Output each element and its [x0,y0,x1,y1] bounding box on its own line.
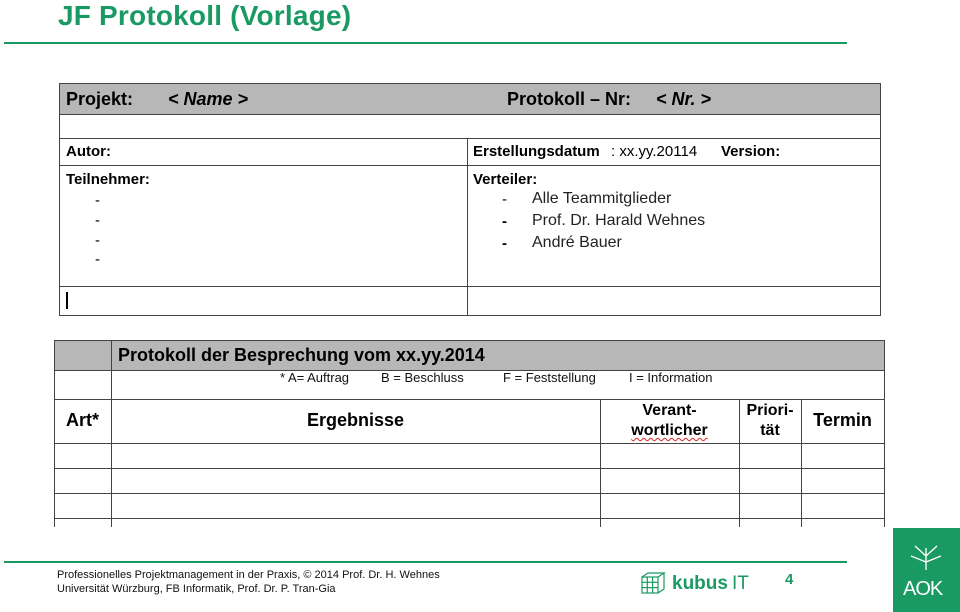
title-divider [4,42,847,44]
kubus-it-logo [640,571,749,597]
autor-label: Autor: [66,143,111,160]
verteiler-item[interactable]: André Bauer [532,234,622,251]
project-header-row [60,84,880,115]
verteiler-item[interactable]: Alle Teammitglieder [532,190,672,207]
col-line [111,340,112,527]
row-line [54,370,885,371]
kubus-brand: kubus [672,573,728,594]
col-header-verantwortlicher [600,401,739,441]
verteiler-label: Verteiler: [473,171,538,188]
version-label: Version: [721,143,781,160]
footer-line2: Universität Würzburg, FB Informatik, Prof. Dr. P. Tran-Gia [57,583,336,595]
aok-wordmark: AOK [903,578,943,600]
row-line [54,443,885,444]
teilnehmer-item[interactable]: - [95,232,100,249]
row-line [54,493,885,494]
kubus-suffix: IT [731,573,749,594]
verteiler-item[interactable]: Prof. Dr. Harald Wehnes [532,212,706,229]
row-line [54,518,885,519]
col-line [54,340,55,527]
footer-divider [4,561,847,563]
teilnehmer-verteiler-row [60,166,880,287]
project-header-table [59,83,881,316]
col-line [884,340,885,527]
col-header-prioritaet [739,401,801,441]
footer-line1: Professionelles Projektmanagement in der Praxis, © 2014 Prof. Dr. H. Wehnes [57,569,440,581]
projekt-label: Projekt: [66,89,134,109]
projekt-value[interactable]: < Name > [168,89,249,109]
meeting-results-table [54,340,885,527]
row-line [54,468,885,469]
verteiler-bullet: - [502,191,507,208]
meeting-title: Protokoll der Besprechung vom xx.yy.2014 [118,345,485,365]
page-number: 4 [785,571,794,588]
aok-logo [893,528,960,612]
autor-row [60,139,880,166]
col-header-ergebnisse: Ergebnisse [306,410,405,430]
column-divider [467,139,468,316]
col-header-art: Art* [65,410,99,430]
verteiler-bullet: - [502,235,507,252]
cube-icon [640,571,666,597]
footer-text [57,568,440,596]
legend-information: I = Information [629,370,713,385]
protokoll-nr-value[interactable]: < Nr. > [656,89,712,109]
col-header-verant-line1: Verant- [642,402,697,419]
verant-line2-text: wortlicher [631,422,708,439]
legend-auftrag: * A= Auftrag [280,370,350,385]
text-cursor[interactable] [66,292,68,309]
col-header-prio-line2: tät [760,422,780,439]
erstellungsdatum-value[interactable]: : xx.yy.20114 [611,143,698,160]
teilnehmer-item[interactable]: - [95,212,100,229]
legend-beschluss: B = Beschluss [381,370,464,385]
teilnehmer-item[interactable]: - [95,251,100,268]
verteiler-bullet: - [502,213,507,230]
aok-tree-icon [901,538,951,572]
teilnehmer-item[interactable]: - [95,192,100,209]
col-header-verant-line2 [600,421,739,441]
legend-feststellung: F = Feststellung [503,370,596,385]
kubus-wordmark [672,573,749,595]
erstellungsdatum-label: Erstellungsdatum [473,143,600,160]
row-line [54,399,885,400]
page-title: JF Protokoll (Vorlage) [58,0,352,31]
col-header-prio-line1: Priori- [746,402,794,419]
protokoll-nr-label: Protokoll – Nr: [507,89,632,109]
blank-row [60,115,880,139]
teilnehmer-label: Teilnehmer: [66,171,150,188]
col-header-termin: Termin [813,410,872,430]
